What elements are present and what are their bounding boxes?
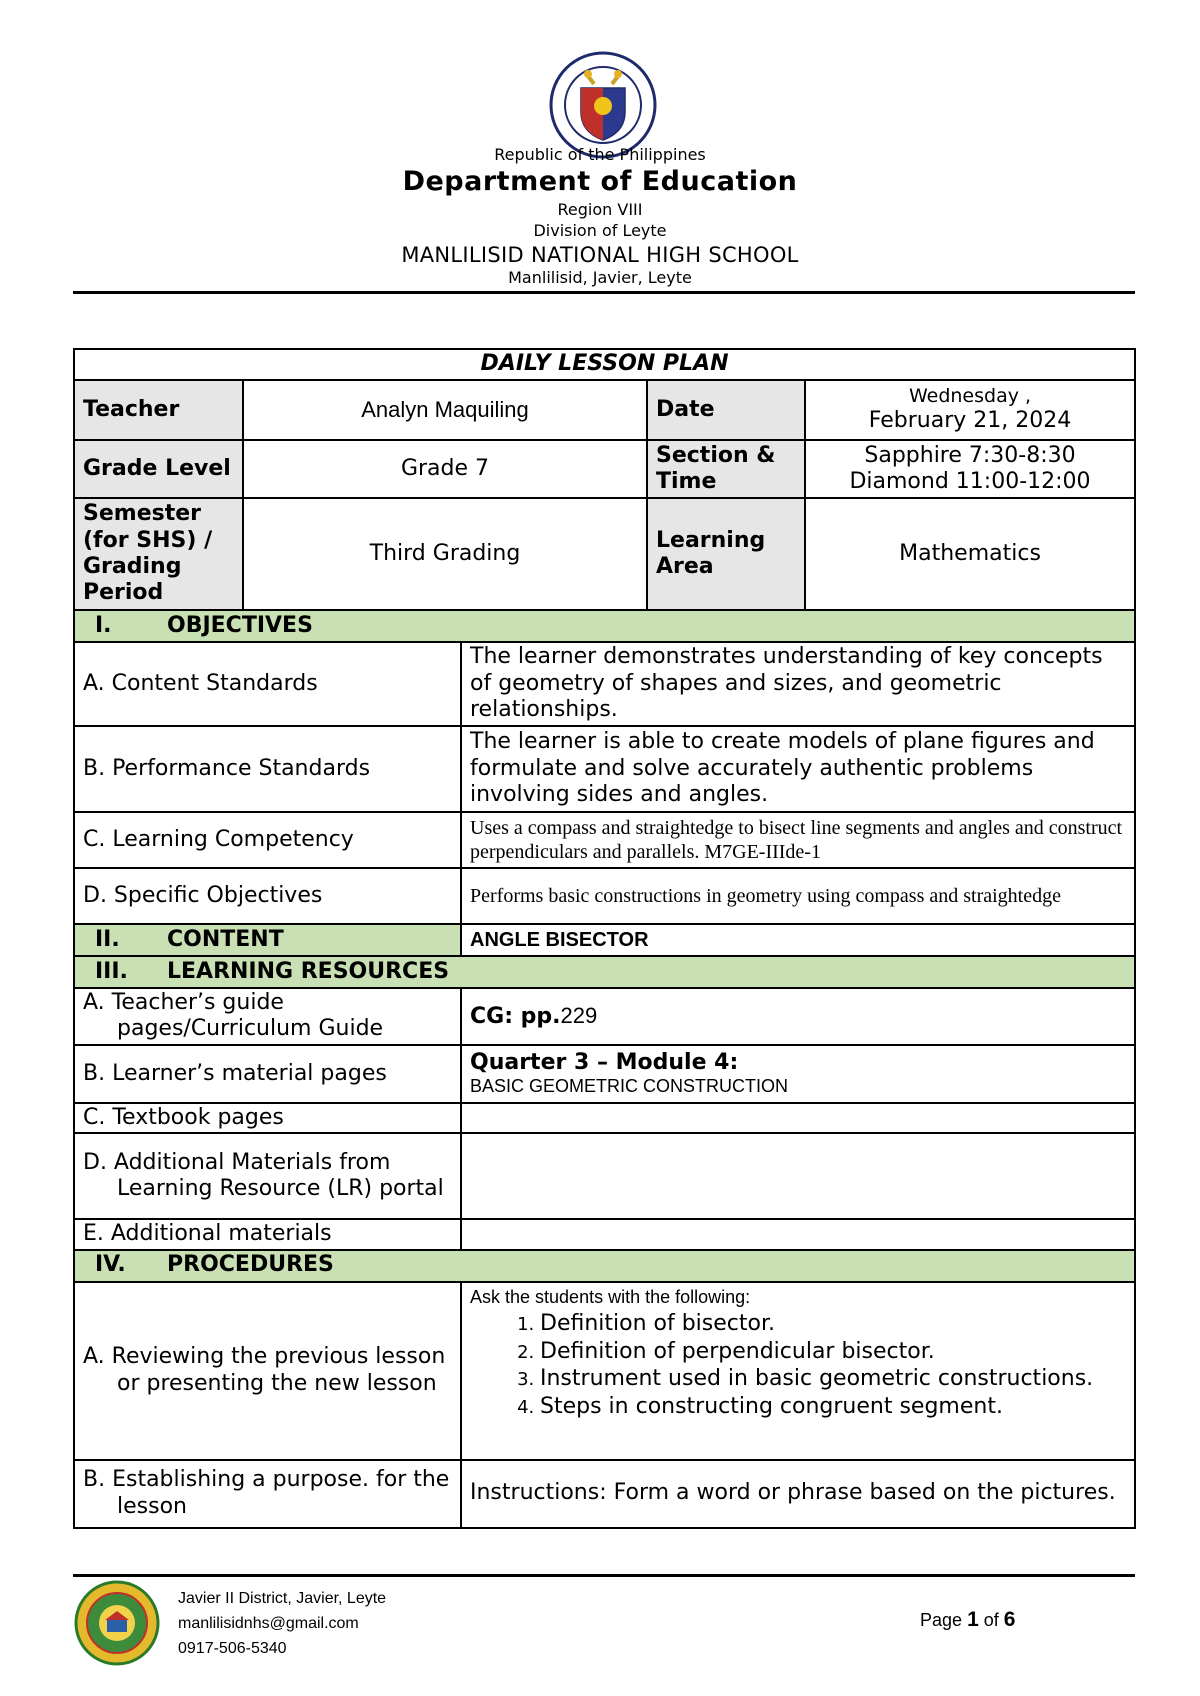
cg-pages: 229	[560, 1002, 598, 1028]
lr-portal-label: D. Additional Materials from Learning Resource (LR) portal	[74, 1133, 461, 1219]
region-line: Region VIII	[557, 200, 643, 219]
section-time-label: Section & Time	[647, 440, 805, 498]
specific-objectives: Performs basic constructions in geometry using compass and straightedge	[461, 868, 1135, 924]
school-seal-logo	[74, 1580, 160, 1666]
school-address: Manlilisid, Javier, Leyte	[508, 268, 692, 287]
list-item: 2. Definition of perpendicular bisector.	[540, 1338, 1126, 1366]
review-intro: Ask the students with the following:	[470, 1286, 751, 1307]
learning-area-label: Learning Area	[647, 498, 805, 610]
page-current: 1	[967, 1608, 979, 1631]
section-heading: CONTENT	[167, 926, 284, 952]
section-number: IV.	[95, 1252, 126, 1278]
republic-line: Republic of the Philippines	[494, 145, 706, 164]
module-title: Quarter 3 – Module 4:	[470, 1049, 739, 1075]
date-label: Date	[647, 380, 805, 440]
section-content	[74, 924, 461, 956]
date-cell	[805, 380, 1135, 440]
date-day: Wednesday ,	[908, 385, 1032, 408]
review-lesson-cell	[461, 1282, 1135, 1460]
learners-material-cell	[461, 1045, 1135, 1103]
learning-competency-label: C. Learning Competency	[74, 812, 461, 868]
section-objectives	[74, 610, 1135, 642]
footer-divider	[73, 1574, 1135, 1577]
deped-seal-logo	[548, 50, 658, 160]
grade-level: Grade 7	[243, 440, 647, 498]
section-procedures	[74, 1250, 1135, 1282]
section-line-2: Diamond 11:00-12:00	[849, 469, 1091, 494]
list-item: 4. Steps in constructing congruent segment.	[540, 1393, 1126, 1421]
section-heading: PROCEDURES	[167, 1252, 334, 1278]
performance-standards: The learner is able to create models of plane figures and formulate and solve accurately authentic problems involving sides and angles.	[461, 726, 1135, 812]
section-number: II.	[95, 926, 120, 952]
division-line: Division of Leyte	[533, 221, 667, 240]
section-number: III.	[95, 958, 128, 984]
learning-competency: Uses a compass and straightedge to bisect line segments and angles and construct perpendiculars and parallels. M7GE-IIIde-1	[461, 812, 1135, 868]
footer-district: Javier II District, Javier, Leyte	[178, 1590, 387, 1607]
footer-phone: 0917-506-5340	[178, 1640, 287, 1657]
content-standards: The learner demonstrates understanding of key concepts of geometry of shapes and sizes, and geometric relationships.	[461, 642, 1135, 726]
date-value: February 21, 2024	[868, 408, 1072, 434]
teacher-label: Teacher	[74, 380, 243, 440]
section-learning-resources	[74, 956, 1135, 988]
purpose-label: B. Establishing a purpose. for the lesson	[74, 1460, 461, 1528]
plan-title: DAILY LESSON PLAN	[74, 349, 1135, 380]
teacher-name: Analyn Maquiling	[243, 380, 647, 440]
page-number	[920, 1608, 1015, 1632]
cg-prefix: CG: pp.	[470, 1003, 561, 1029]
header-divider	[73, 291, 1135, 294]
grade-level-label: Grade Level	[74, 440, 243, 498]
learners-material-label: B. Learner’s material pages	[74, 1045, 461, 1103]
teachers-guide-label: A. Teacher’s guide pages/Curriculum Guide	[74, 988, 461, 1045]
semester-label: Semester (for SHS) / Grading Period	[74, 498, 243, 610]
content-topic: ANGLE BISECTOR	[461, 924, 1135, 956]
section-line-1: Sapphire 7:30-8:30	[864, 442, 1076, 468]
lesson-plan-table	[73, 348, 1136, 1529]
specific-objectives-label: D. Specific Objectives	[74, 868, 461, 924]
section-heading: LEARNING RESOURCES	[167, 958, 450, 984]
list-item: 1. Definition of bisector.	[540, 1310, 1126, 1338]
list-item: 3. Instrument used in basic geometric constructions.	[540, 1365, 1126, 1393]
footer-email[interactable]: manlilisidnhs@gmail.com	[178, 1615, 359, 1632]
grading-period: Third Grading	[243, 498, 647, 610]
purpose-instructions: Instructions: Form a word or phrase based on the pictures.	[461, 1460, 1135, 1528]
textbook-pages-label: C. Textbook pages	[74, 1103, 461, 1133]
lr-portal-value	[461, 1133, 1135, 1219]
learning-area: Mathematics	[805, 498, 1135, 610]
performance-standards-label: B. Performance Standards	[74, 726, 461, 812]
review-lesson-label: A. Reviewing the previous lesson or presenting the new lesson	[74, 1282, 461, 1460]
additional-materials-value	[461, 1219, 1135, 1249]
page-total: 6	[1003, 1608, 1016, 1631]
additional-materials-label: E. Additional materials	[74, 1219, 461, 1249]
school-name: MANLILISID NATIONAL HIGH SCHOOL	[401, 243, 799, 267]
section-heading: OBJECTIVES	[167, 612, 313, 638]
review-questions-list	[470, 1310, 1126, 1420]
textbook-pages-value	[461, 1103, 1135, 1133]
of-word: of	[983, 1610, 999, 1630]
teachers-guide-cell	[461, 988, 1135, 1045]
section-number: I.	[95, 612, 112, 638]
department-title: Department of Education	[402, 166, 798, 197]
module-subtitle: BASIC GEOMETRIC CONSTRUCTION	[470, 1076, 789, 1097]
section-time-cell	[805, 440, 1135, 498]
page-word: Page	[920, 1610, 963, 1630]
content-standards-label: A. Content Standards	[74, 642, 461, 726]
